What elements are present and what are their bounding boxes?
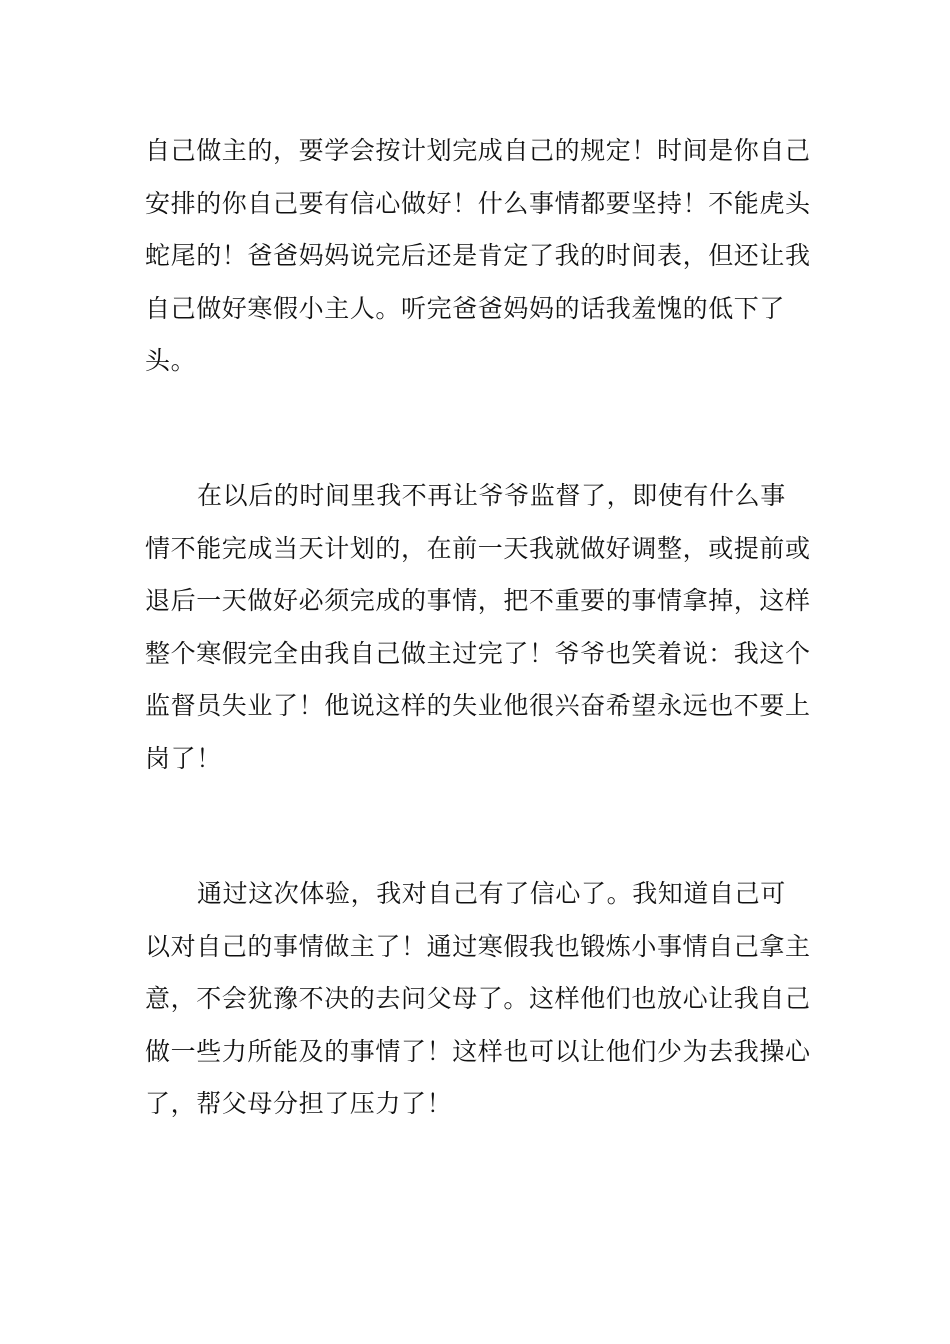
document-paragraph-3: 通过这次体验，我对自己有了信心了。我知道自己可以对自己的事情做主了！通过寒假我也锻炼小事情自己拿主意，不会犹豫不决的去问父母了。这样他们也放心让我自己做一些力所能及的事情了！这样也可以让他们少为去我操心了，帮父母分担了压力了！ [145,879,811,1118]
document-paragraph-2: 在以后的时间里我不再让爷爷监督了，即使有什么事情不能完成当天计划的，在前一天我就做好调整，或提前或退后一天做好必须完成的事情，把不重要的事情拿掉，这样整个寒假完全由我自己做主过完了！爷爷也笑着说：我这个监督员失业了！他说这样的失业他很兴奋希望永远也不要上岗了！ [145,481,811,773]
document-paragraph-1: 自己做主的，要学会按计划完成自己的规定！时间是你自己安排的你自己要有信心做好！什么事情都要坚持！不能虎头蛇尾的！爸爸妈妈说完后还是肯定了我的时间表，但还让我自己做好寒假小主人。听完爸爸妈妈的话我羞愧的低下了头。 [145,136,811,375]
